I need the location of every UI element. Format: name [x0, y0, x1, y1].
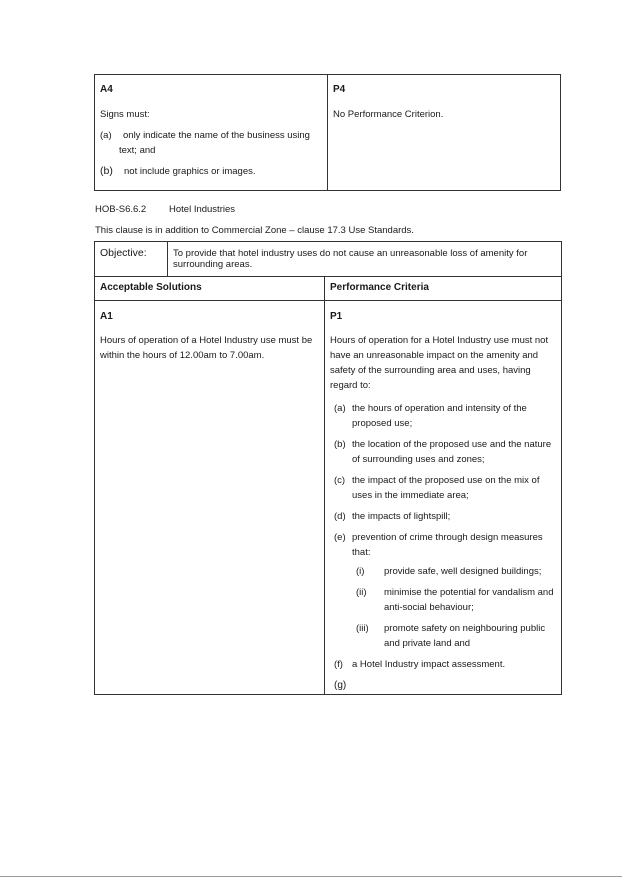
content-row — [95, 301, 562, 695]
criterion-c-marker: (c) — [334, 475, 346, 486]
sub-criterion-i-marker: (i) — [356, 566, 365, 577]
a4-item-a-marker: (a) — [100, 130, 112, 141]
section-intro: This clause is in addition to Commercial Zone – clause 17.3 Use Standards. — [95, 225, 414, 236]
criterion-a — [334, 401, 556, 431]
criterion-e-text: prevention of crime through design measures that: — [352, 532, 543, 558]
a4-item-b-marker: (b) — [100, 165, 113, 177]
acceptable-solutions-header: Acceptable Solutions — [95, 277, 325, 301]
criterion-d — [334, 509, 556, 524]
sub-criterion-iii-text: promote safety on neighbouring public and private land and — [384, 623, 546, 649]
a4-item-a — [100, 128, 322, 158]
sub-criterion-ii — [334, 585, 556, 615]
criterion-f — [334, 657, 556, 672]
p1-intro: Hours of operation for a Hotel Industry use must not have an unreasonable impact on the amenity and safety of the surrounding area and uses, having regard to: — [330, 335, 549, 391]
sub-criterion-ii-marker: (ii) — [356, 587, 367, 598]
objective-text: To provide that hotel industry uses do not cause an unreasonable loss of amenity for surrounding areas. — [168, 242, 562, 277]
a4-heading: A4 — [100, 84, 113, 95]
sub-criteria-list — [334, 564, 556, 651]
p4-text: No Performance Criterion. — [333, 109, 444, 120]
section-title: Hotel Industries — [169, 204, 236, 215]
a4-item-b-text: not include graphics or images. — [124, 166, 256, 177]
sub-criterion-i-text: provide safe, well designed buildings; — [384, 566, 542, 577]
a1-text: Hours of operation of a Hotel Industry use must be within the hours of 12.00am to 7.00am. — [100, 335, 313, 361]
a4-item-b — [100, 164, 322, 179]
section-code: HOB-S6.6.2 — [95, 204, 147, 215]
criterion-b — [334, 437, 556, 467]
criterion-g-marker: (g) — [334, 680, 347, 691]
criterion-c — [334, 473, 556, 503]
page-bottom-divider — [0, 876, 622, 877]
sub-criterion-ii-text: minimise the potential for vandalism and anti-social behaviour; — [384, 587, 554, 613]
p1-heading: P1 — [330, 311, 343, 322]
objective-label: Objective: — [95, 242, 168, 277]
a4-intro: Signs must: — [100, 109, 150, 120]
criterion-d-marker: (d) — [334, 511, 346, 522]
a4-item-a-text: only indicate the name of the business using text; and — [119, 130, 310, 156]
objective-row — [95, 242, 562, 277]
section-heading — [95, 204, 235, 216]
a1-heading: A1 — [100, 311, 113, 322]
p4-heading: P4 — [333, 84, 346, 95]
criterion-b-text: the location of the proposed use and the nature of surrounding uses and zones; — [352, 439, 552, 465]
acceptable-solution-a1-cell — [95, 301, 325, 695]
hotel-industries-table — [94, 241, 562, 695]
criterion-f-text: a Hotel Industry impact assessment. — [352, 659, 506, 670]
performance-criterion-p1-cell — [325, 301, 562, 695]
performance-criteria-header: Performance Criteria — [325, 277, 562, 301]
criterion-a-marker: (a) — [334, 403, 346, 414]
sub-criterion-iii-marker: (iii) — [356, 623, 369, 634]
criterion-e — [334, 530, 556, 560]
performance-criterion-p4-cell — [328, 75, 561, 191]
criterion-a-text: the hours of operation and intensity of the proposed use; — [352, 403, 527, 429]
criteria-list — [334, 401, 556, 691]
criterion-c-text: the impact of the proposed use on the mix of uses in the immediate area; — [352, 475, 540, 501]
criterion-b-marker: (b) — [334, 439, 346, 450]
criterion-f-marker: (f) — [334, 659, 343, 670]
acceptable-solution-a4-cell — [95, 75, 328, 191]
sub-criterion-i — [334, 564, 556, 579]
column-header-row — [95, 277, 562, 301]
criterion-e-marker: (e) — [334, 532, 346, 543]
criterion-d-text: the impacts of lightspill; — [352, 511, 451, 522]
sub-criterion-iii — [334, 621, 556, 651]
signs-standard-table — [94, 74, 561, 191]
